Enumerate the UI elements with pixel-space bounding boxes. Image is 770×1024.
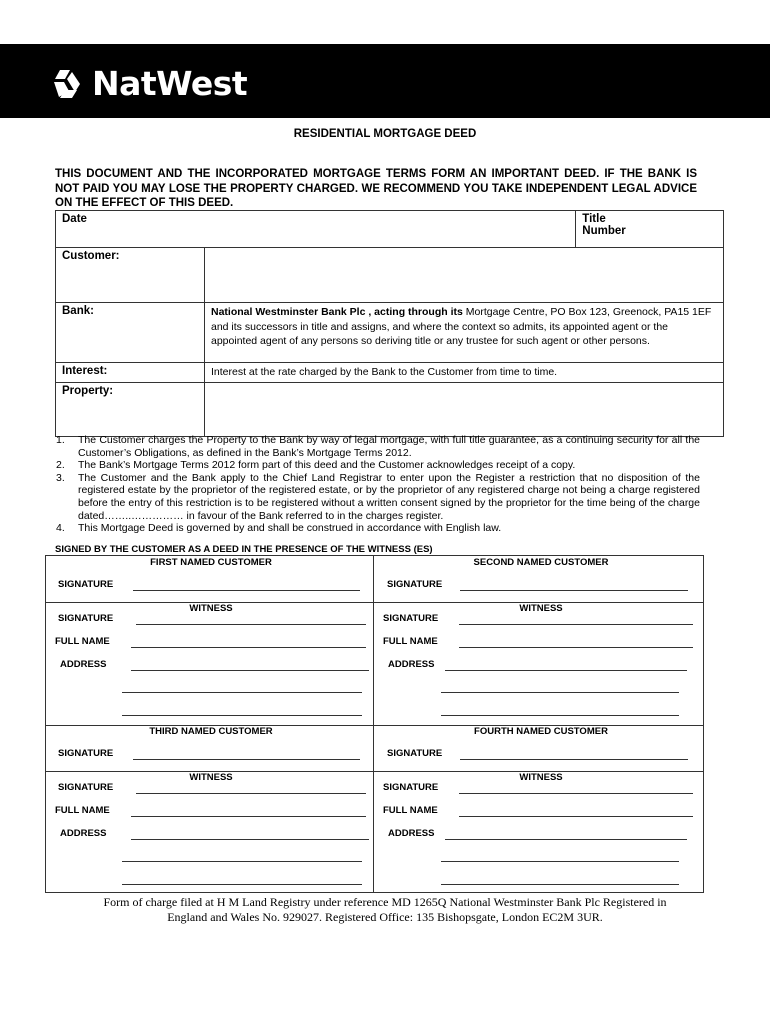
signed-header: SIGNED BY THE CUSTOMER AS A DEED IN THE PRESENCE OF THE WITNESS (ES) bbox=[55, 544, 433, 555]
bank-details: Mortgage Centre, PO Box 123, Greenock, PA15 1EF and its successors in title and assigns, and where the context so admits, its appointed agent or the appointed agent of any persons so deriving title or any trustee for such agent or other persons. bbox=[211, 306, 712, 347]
witness-signature-label: SIGNATURE bbox=[58, 782, 114, 793]
warning-text: THIS DOCUMENT AND THE INCORPORATED MORTGAGE TERMS FORM AN IMPORTANT DEED. IF THE BANK IS NOT PAID YOU MAY LOSE THE PROPERTY CHARGED. WE RECOMMEND YOU TAKE INDEPENDENT LEGAL ADVICE ON THE EFFECT OF THIS DEED. bbox=[55, 168, 697, 209]
witness-signature-label: SIGNATURE bbox=[58, 613, 114, 624]
customer-field[interactable] bbox=[205, 248, 724, 303]
clause-number: 1. bbox=[56, 434, 65, 446]
full-name-label: FULL NAME bbox=[55, 636, 110, 647]
fourth-signature-line[interactable] bbox=[460, 759, 688, 760]
document-title: RESIDENTIAL MORTGAGE DEED bbox=[293, 128, 477, 140]
natwest-cubes-icon bbox=[50, 68, 84, 100]
clauses-list bbox=[56, 434, 700, 535]
fourth-customer-title: FOURTH NAMED CUSTOMER bbox=[474, 726, 608, 737]
interest-field bbox=[205, 363, 724, 383]
date-cell[interactable] bbox=[56, 211, 576, 248]
number-label: Number bbox=[582, 225, 626, 237]
footer bbox=[0, 895, 770, 925]
address-label: ADDRESS bbox=[388, 828, 435, 839]
witness-signature-line[interactable] bbox=[459, 624, 693, 625]
clause-item bbox=[56, 434, 700, 459]
witness-signature-line[interactable] bbox=[136, 624, 366, 625]
address-line[interactable] bbox=[441, 861, 679, 862]
bank-label: Bank: bbox=[62, 305, 94, 317]
customer-label: Customer: bbox=[62, 250, 120, 262]
full-name-label: FULL NAME bbox=[383, 805, 438, 816]
full-name-line[interactable] bbox=[131, 647, 366, 648]
address-line[interactable] bbox=[441, 715, 679, 716]
second-signature-line[interactable] bbox=[460, 590, 688, 591]
full-name-line[interactable] bbox=[459, 647, 693, 648]
address-line[interactable] bbox=[445, 670, 687, 671]
full-name-label: FULL NAME bbox=[55, 805, 110, 816]
clause-number: 2. bbox=[56, 459, 65, 472]
clause-item bbox=[56, 522, 700, 535]
address-line[interactable] bbox=[122, 715, 362, 716]
address-label: ADDRESS bbox=[388, 659, 435, 670]
fourth-signature-label: SIGNATURE bbox=[387, 748, 443, 759]
full-name-line[interactable] bbox=[459, 816, 693, 817]
signature-box bbox=[45, 555, 704, 893]
full-name-line[interactable] bbox=[131, 816, 366, 817]
title-number-cell[interactable] bbox=[576, 211, 724, 248]
interest-label: Interest: bbox=[62, 365, 108, 377]
clause-number: 3. bbox=[56, 471, 65, 484]
witness-signature-line[interactable] bbox=[136, 793, 366, 794]
witness-title: WITNESS bbox=[519, 603, 563, 614]
header-bar bbox=[0, 44, 770, 118]
brand-name: NatWest bbox=[92, 64, 248, 103]
clause-text: The Customer charges the Property to the Bank by way of legal mortgage, with full title guarantee, as a continuing security for all the Customer’s Obligations, as defined in the Bank’s Mortgage Terms 2012. bbox=[78, 434, 700, 459]
address-line[interactable] bbox=[131, 670, 369, 671]
third-signature-label: SIGNATURE bbox=[58, 748, 114, 759]
property-label-cell bbox=[56, 382, 205, 436]
footer-line-2: England and Wales No. 929027. Registered Office: 135 Bishopsgate, London EC2M 3UR. bbox=[167, 910, 603, 924]
interest-value: Interest at the rate charged by the Bank to the Customer from time to time. bbox=[211, 366, 558, 378]
address-line[interactable] bbox=[441, 884, 679, 885]
clause-item bbox=[56, 459, 700, 472]
address-line[interactable] bbox=[122, 861, 362, 862]
clause-text: The Bank’s Mortgage Terms 2012 form part of this deed and the Customer acknowledges receipt of a copy. bbox=[78, 459, 576, 472]
first-signature-label: SIGNATURE bbox=[58, 579, 114, 590]
footer-line-1: Form of charge filed at H M Land Registry under reference MD 1265Q National Westminster Bank Plc Registered in bbox=[103, 895, 667, 909]
deed-details-table bbox=[55, 210, 724, 437]
witness-title: WITNESS bbox=[519, 772, 563, 783]
clause-number: 4. bbox=[56, 522, 65, 535]
bank-field bbox=[205, 303, 724, 363]
address-line[interactable] bbox=[122, 884, 362, 885]
address-line[interactable] bbox=[445, 839, 687, 840]
natwest-logo bbox=[50, 64, 247, 103]
witness-signature-label: SIGNATURE bbox=[383, 613, 439, 624]
property-label: Property: bbox=[62, 384, 114, 397]
address-line[interactable] bbox=[131, 839, 369, 840]
bank-name: National Westminster Bank Plc , acting through its bbox=[211, 306, 463, 318]
date-label: Date bbox=[62, 213, 87, 225]
address-label: ADDRESS bbox=[60, 828, 107, 839]
clause-item bbox=[56, 472, 700, 522]
bank-label-cell bbox=[56, 303, 205, 363]
witness-signature-label: SIGNATURE bbox=[383, 782, 439, 793]
first-signature-line[interactable] bbox=[133, 590, 360, 591]
address-label: ADDRESS bbox=[60, 659, 107, 670]
third-signature-line[interactable] bbox=[133, 759, 360, 760]
second-customer-title: SECOND NAMED CUSTOMER bbox=[473, 557, 609, 568]
witness-title: WITNESS bbox=[189, 603, 233, 614]
second-signature-label: SIGNATURE bbox=[387, 579, 443, 590]
full-name-label: FULL NAME bbox=[383, 636, 438, 647]
clause-text: The Customer and the Bank apply to the Chief Land Registrar to enter upon the Register a restriction that no disposition of the registered estate by the proprietor of the registered estate, or by the proprietor of any registered charge not being a charge registered before the entry of this restriction is to be registered without a written consent signed by the proprietor for the time being of the charge dated……..…………… in favour of the Bank referred to in the charges register. bbox=[78, 471, 700, 522]
title-label: Title bbox=[582, 213, 606, 225]
address-line[interactable] bbox=[441, 692, 679, 693]
column-divider bbox=[373, 556, 374, 892]
address-line[interactable] bbox=[122, 692, 362, 693]
property-field[interactable] bbox=[205, 382, 724, 436]
witness-title: WITNESS bbox=[189, 772, 233, 783]
interest-label-cell bbox=[56, 363, 205, 383]
third-customer-title: THIRD NAMED CUSTOMER bbox=[149, 726, 273, 737]
witness-signature-line[interactable] bbox=[459, 793, 693, 794]
clause-text: This Mortgage Deed is governed by and shall be construed in accordance with English law. bbox=[78, 522, 502, 535]
customer-label-cell bbox=[56, 248, 205, 303]
first-customer-title: FIRST NAMED CUSTOMER bbox=[150, 557, 272, 568]
